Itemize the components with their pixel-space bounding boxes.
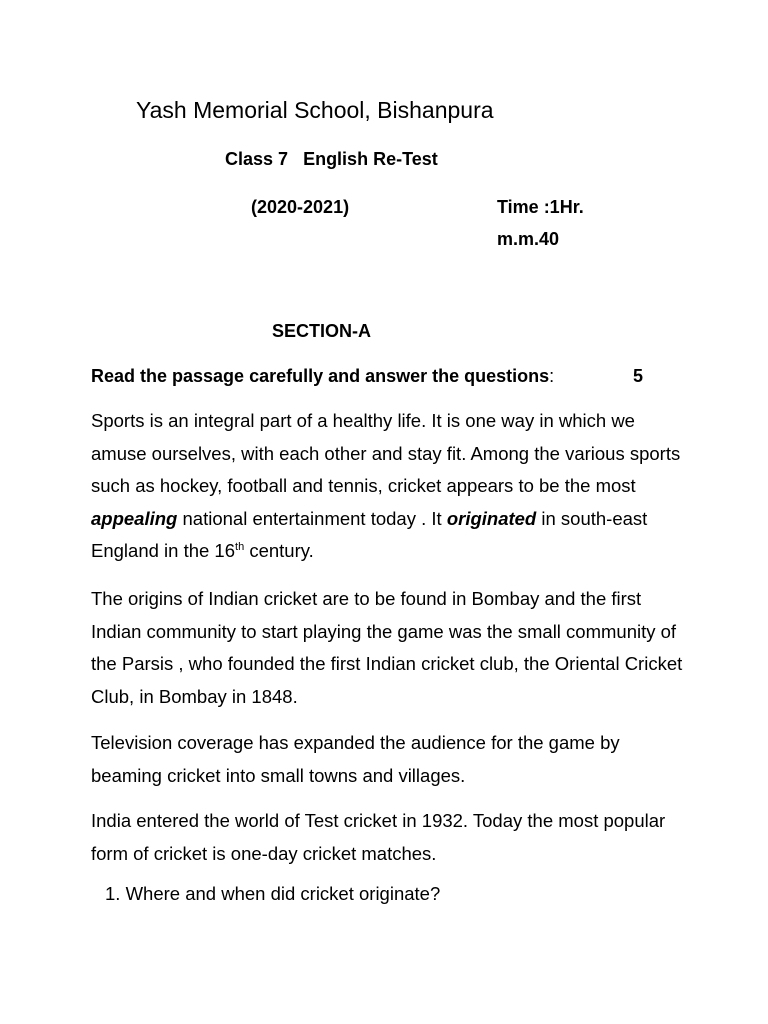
session-year: (2020-2021)	[251, 197, 350, 217]
highlight-word-originated: originated	[446, 507, 537, 529]
time-allowed: Time :1Hr.	[497, 197, 584, 217]
p1-text-2: national entertainment today . It	[177, 507, 447, 529]
instruction-colon: :	[549, 366, 555, 386]
highlight-word-appealing: appealing	[91, 507, 178, 529]
instruction-text: Read the passage carefully and answer the questions	[91, 366, 550, 386]
class-subject-line	[225, 149, 438, 170]
passage-paragraph-1	[91, 405, 691, 568]
instruction-line	[91, 366, 644, 387]
section-title: SECTION-A	[272, 321, 371, 341]
maximum-marks: m.m.40	[497, 229, 560, 249]
passage-paragraph-4: India entered the world of Test cricket in 1932. Today the most popular form of cricket is one-day cricket matches.	[91, 810, 666, 864]
passage-paragraph-3: Television coverage has expanded the audience for the game by beaming cricket into small towns and villages.	[91, 732, 620, 786]
ordinal-suffix: th	[235, 540, 245, 553]
question-item	[105, 883, 440, 905]
school-name: Yash Memorial School, Bishanpura	[136, 97, 494, 123]
p1-text-4: century.	[244, 540, 314, 561]
p1-text-1: Sports is an integral part of a healthy life. It is one way in which we amuse ourselves, with each other and stay fit. Among the various sports such as hockey, football and tennis, cricket appears to be the most	[91, 410, 681, 496]
question-text: Where and when did cricket originate?	[125, 883, 441, 904]
class-label: Class 7	[225, 149, 289, 169]
subject-label: English Re-Test	[303, 149, 438, 169]
passage-paragraph-2: The origins of Indian cricket are to be found in Bombay and the first Indian community to start playing the game was the small community of the Parsis , who founded the first Indian cricket club, the Oriental Cricket Club, in Bombay in 1848.	[91, 588, 683, 707]
section-marks: 5	[633, 366, 644, 386]
p1-text-3: in south-east England in the 16	[91, 507, 648, 561]
question-number: 1.	[105, 883, 121, 904]
